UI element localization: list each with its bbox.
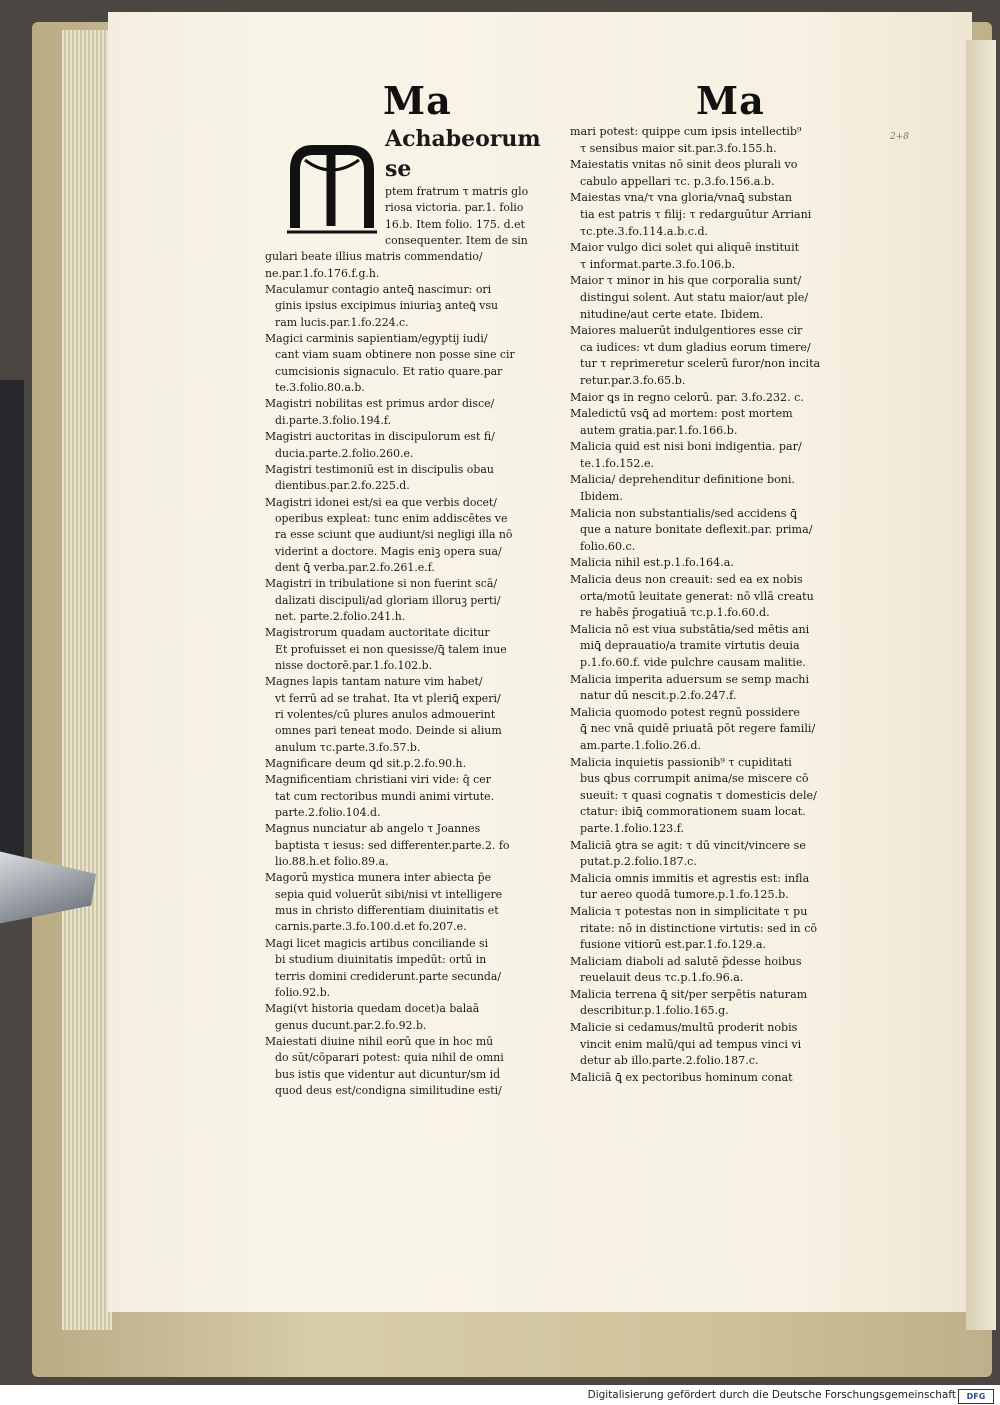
index-entry: Magici carminis sapientiam/egyptij iudi/ cant viam suam obtinere non posse sine cir cumcisionis signaculo. Et ratio quare.par te.3.folio.80.a.b. bbox=[265, 332, 515, 395]
index-entry: Magi licet magicis artibus conciliande si bi studium diuinitatis impedūt: ortū in terris domini crediderunt.parte secunda/ folio.92.b. bbox=[265, 936, 502, 999]
index-entry: Magorū mystica munera inter abiecta p̄e sepia quid voluerūt sibi/nisi vt intelligere mus in christo differentiam diuinitatis et carnis.parte.3.fo.100.d.et fo.207.e. bbox=[265, 871, 503, 934]
index-entry: Magnificare deum ꝗd sit.p.2.fo.90.h. bbox=[265, 757, 467, 771]
marginal-annotation: 2+8 bbox=[890, 132, 909, 142]
index-entry: Maculamur contagio anteꝗ̄ nascimur: ori ginis ipsius excipimus iniuriaꝫ anteꝗ̄ vsu ram lucis.par.1.fo.224.c. bbox=[265, 283, 499, 329]
page-edges bbox=[62, 30, 112, 1330]
index-entry: Malicia deus non creauit: sed ea ex nobis orta/motū leuitate generat: nō vllā creatu re habēs p̄rogatiuā τc.p.1.fo.60.d. bbox=[570, 573, 814, 620]
index-entry: Magistri idonei est/si ea que verbis docet/ operibus expleat: tunc enim addiscētes ve ra esse sciunt que audiunt/si negligi illa nō viderint a doctore. Magis eniꝫ opera sua/ dent ꝗ̄ verba.par.2.fo.261.e.f. bbox=[265, 495, 513, 574]
index-entry: Magistri in tribulatione si non fuerint scā/ dalizati discipuli/ad gloriam illoruꝫ perti/ net. parte.2.folio.241.h. bbox=[265, 577, 501, 623]
index-entry: Maledictū vsꝗ̄ ad mortem: post mortem autem gratia.par.1.fo.166.b. bbox=[570, 407, 793, 437]
index-entry: Magnus nunciatur ab angelo τ Joannes baptista τ iesus: sed differenter.parte.2. fo lio.88.h.et folio.89.a. bbox=[265, 822, 510, 869]
left-entries bbox=[265, 282, 563, 1099]
index-entry: Magistri testimoniū est in discipulis obau dientibus.par.2.fo.225.d. bbox=[265, 462, 494, 493]
index-entry: Maiores maluerūt indulgentiores esse cir ca iudices: vt dum gladius eorum timere/ tur τ reprimeretur scelerū furor/non incita retur.par.3.fo.65.b. bbox=[570, 324, 821, 387]
running-head-right: Ma bbox=[696, 78, 765, 123]
opening-line-1: Achabeorum se bbox=[385, 126, 541, 182]
index-entry: Magistrorum quadam auctoritate dicitur Et profuisset ei non quesisse/ꝗ̄ talem inue nisse doctorē.par.1.fo.102.b. bbox=[265, 626, 507, 672]
facing-page-edge bbox=[966, 40, 996, 1330]
index-entry: Malicia inquietis passionib⁹ τ cupiditati bus ꝗbus corrumpit anima/se miscere cō sueuit: τ quasi cognatis τ domesticis dele/ ctatur: ibiꝗ̄ commorationem suam locat. parte.1.folio.123.f. bbox=[570, 755, 817, 835]
index-entry: Malicie si cedamus/multū proderit nobis vincit enim malū/qui ad tempus vinci vi detur ab illo.parte.2.folio.187.c. bbox=[570, 1021, 802, 1068]
index-entry: Maliciā ꝯtra se agit: τ dū vincit/vincere se putat.p.2.folio.187.c. bbox=[570, 838, 806, 869]
right-entries bbox=[570, 124, 886, 1086]
funding-credit: Digitalisierung gefördert durch die Deutsche Forschungsgemeinschaft bbox=[587, 1389, 956, 1401]
left-shadow bbox=[0, 380, 24, 900]
index-entry: Maliciā ꝗ̄ ex pectoribus hominum conat bbox=[570, 1070, 793, 1084]
index-entry: Maior ꝗs in regno celorū. par. 3.fo.232. c. bbox=[570, 390, 804, 404]
running-head-left: Ma bbox=[383, 78, 452, 123]
opening-indented: ptem fratrum τ matris glo riosa victoria. par.1. folio 16.b. Item folio. 175. d.et consequenter. Item de sin bbox=[385, 185, 529, 248]
index-entry: Maliciam diaboli ad salutē p̄desse hoibus reuelauit deus τc.p.1.fo.96.a. bbox=[570, 954, 802, 985]
opening-rest: gulari beate illius matris commendatio/ ne.par.1.fo.176.f.g.h. bbox=[265, 250, 483, 280]
index-entry: Maiestas vna/τ vna gloria/vnaꝗ̄ substan tia est patris τ filij: τ redarguūtur Arriani τc.pte.3.fo.114.a.b.c.d. bbox=[570, 191, 812, 238]
right-column bbox=[570, 124, 886, 1086]
index-entry: Malicia quid est nisi boni indigentia. par/ te.1.fo.152.e. bbox=[570, 440, 802, 470]
index-entry: Malicia omnis immitis et agrestis est: infla tur aereo quodā tumore.p.1.fo.125.b. bbox=[570, 871, 810, 902]
index-entry: Magnes lapis tantam nature vim habet/ vt ferrū ad se trahat. Ita vt pleriꝗ̄ experi/ ri volentes/cū plures anulos admouerint omnes pari teneat modo. Deinde si alium anulum τc.parte.3.fo.57.b. bbox=[265, 675, 502, 754]
index-entry: Magnificentiam christiani viri vide: q̄ cer tat cum rectoribus mundi animi virtute. parte.2.folio.104.d. bbox=[265, 773, 495, 820]
index-entry: Maiestatis vnitas nō sinit deos plurali vo cabulo appellari τc. p.3.fo.156.a.b. bbox=[570, 158, 798, 188]
index-entry: mari potest: quippe cum ipsis intellectib⁹ τ sensibus maior sit.par.3.fo.155.h. bbox=[570, 125, 802, 155]
index-entry: Malicia nihil est.p.1.fo.164.a. bbox=[570, 556, 734, 570]
index-entry: Malicia τ potestas non in simplicitate τ pu ritate: nō in distinctione virtutis: sed in cō fusione vitiorū est.par.1.fo.129.a. bbox=[570, 904, 818, 952]
opening-entry bbox=[265, 124, 563, 282]
footer-bar bbox=[0, 1385, 1000, 1405]
index-entry: Malicia quomodo potest regnū possidere ꝗ̄ nec vnā quidē priuatā pōt regere famili/ am.parte.1.folio.26.d. bbox=[570, 705, 816, 752]
index-entry: Malicia imperita aduersum se semp machi natur dū nescit.p.2.fo.247.f. bbox=[570, 672, 809, 703]
index-entry: Malicia nō est viua substātia/sed mētis ani miꝗ̄ deprauatio/a tramite virtutis deuia p.1.fo.60.f. vide pulchre causam malitie. bbox=[570, 622, 810, 669]
index-entry: Magistri auctoritas in discipulorum est fi/ ducia.parte.2.folio.260.e. bbox=[265, 430, 495, 460]
left-column bbox=[265, 124, 563, 1099]
index-entry: Magistri nobilitas est primus ardor disce/ di.parte.3.folio.194.f. bbox=[265, 397, 495, 427]
index-entry: Magi(vt historia quedam docet)a balaā genus ducunt.par.2.fo.92.b. bbox=[265, 1002, 480, 1032]
decorated-initial-m-icon bbox=[283, 140, 379, 236]
dfg-logo: DFG bbox=[958, 1389, 994, 1404]
index-entry: Malicia terrena ꝗ̄ sit/per serpētis naturam describitur.p.1.folio.165.g. bbox=[570, 987, 808, 1018]
index-entry: Maior τ minor in his que corporalia sunt/ distingui solent. Aut statu maior/aut ple/ nitudine/aut certe etate. Ibidem. bbox=[570, 274, 809, 321]
index-entry: Maior vulgo dici solet qui aliquē instituit τ informat.parte.3.fo.106.b. bbox=[570, 241, 800, 271]
index-entry: Malicia/ deprehenditur definitione boni. Ibidem. bbox=[570, 473, 795, 504]
index-entry: Maiestati diuine nihil eorū que in hoc mū do sūt/cōparari potest: quia nihil de omni bus istis que videntur aut dicuntur/sm iḋ quod deus est/condigna similitudine esti/ bbox=[265, 1034, 504, 1097]
index-entry: Malicia non substantialis/sed accidens ꝗ̄ que a nature bonitate deflexit.par. prima/ folio.60.c. bbox=[570, 506, 813, 553]
